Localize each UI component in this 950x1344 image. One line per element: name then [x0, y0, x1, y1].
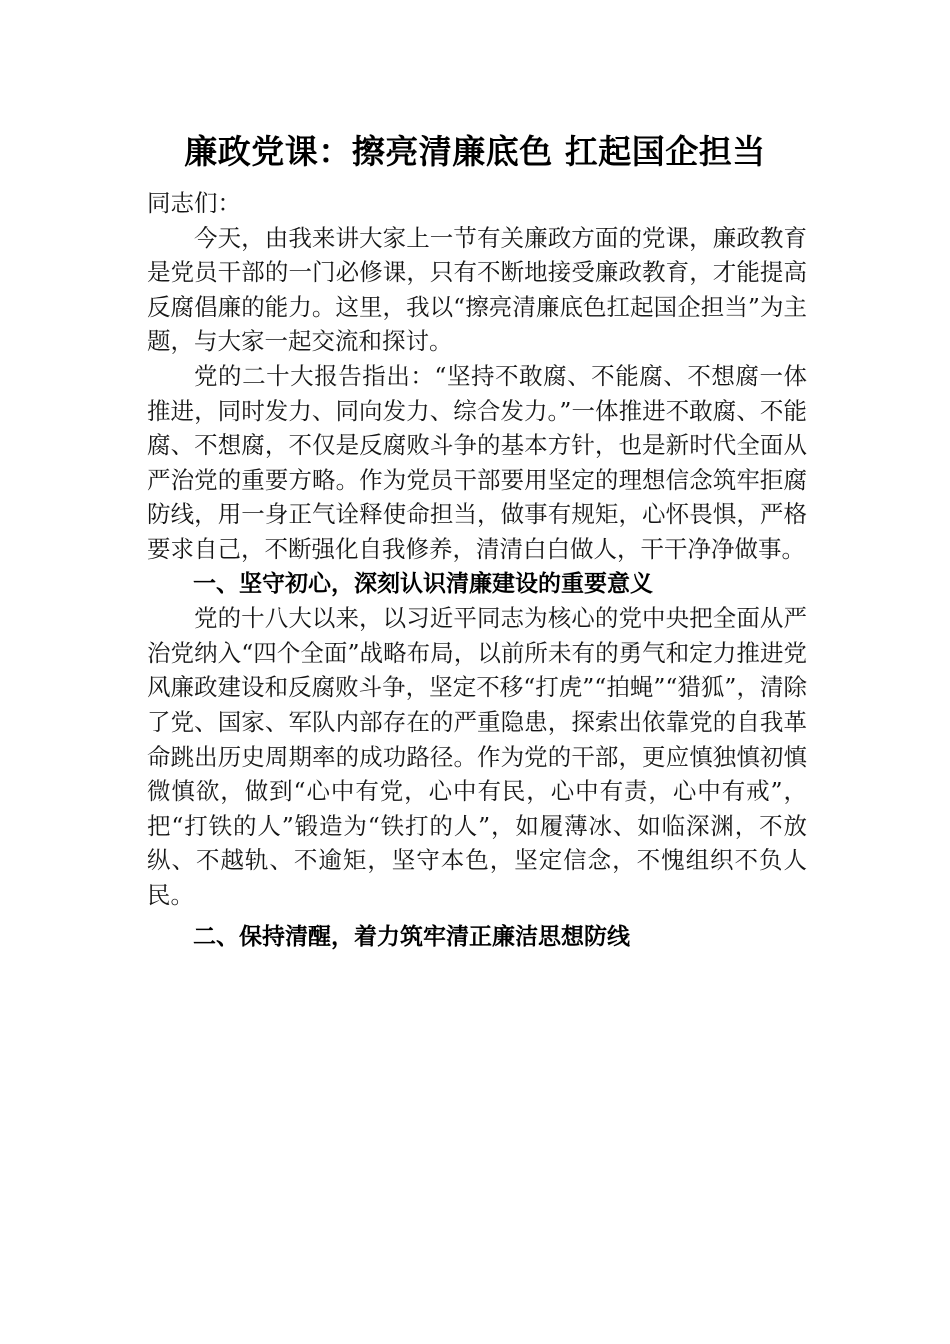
section-1-heading: 一、坚守初心，深刻认识清廉建设的重要意义 — [193, 570, 653, 597]
salutation: 同志们： — [147, 189, 241, 217]
paragraph-intro: 今天，由我来讲大家上一节有关廉政方面的党课，廉政教育是党员干部的一门必修课，只有不断地接受廉政教育，才能提高反腐倡廉的能力。这里，我以“擦亮清廉底色扛起国企担当”为主题，与大家一起交流和探讨。 — [147, 223, 807, 356]
document-body — [147, 186, 807, 955]
paragraph-report-quote: 党的二十大报告指出：“坚持不敢腐、不能腐、不想腐一体推进，同时发力、同向发力、综合发力。”一体推进不敢腐、不能腐、不想腐，不仅是反腐败斗争的基本方针，也是新时代全面从严治党的重要方略。作为党员干部要用坚定的理想信念筑牢拒腐防线，用一身正气诠释使命担当，做事有规矩，心怀畏惧，严格要求自己，不断强化自我修养，清清白白做人，干干净净做事。 — [147, 361, 807, 563]
section-1-paragraph: 党的十八大以来，以习近平同志为核心的党中央把全面从严治党纳入“四个全面”战略布局，以前所未有的勇气和定力推进党风廉政建设和反腐败斗争，坚定不移“打虎”“拍蝇”“猎狐”，清除了党、国家、军队内部存在的严重隐患，探索出依靠党的自我革命跳出历史周期率的成功路径。作为党的干部，更应慎独慎初慎微慎欲，做到“心中有党，心中有民，心中有责，心中有戒”，把“打铁的人”锻造为“铁打的人”，如履薄冰、如临深渊，不放纵、不越轨、不逾矩，坚守本色，坚定信念，不愧组织不负人民。 — [147, 604, 807, 909]
section-2-heading: 二、保持清醒，着力筑牢清正廉洁思想防线 — [193, 924, 630, 951]
document-title: 廉政党课：擦亮清廉底色 扛起国企担当 — [184, 132, 766, 171]
